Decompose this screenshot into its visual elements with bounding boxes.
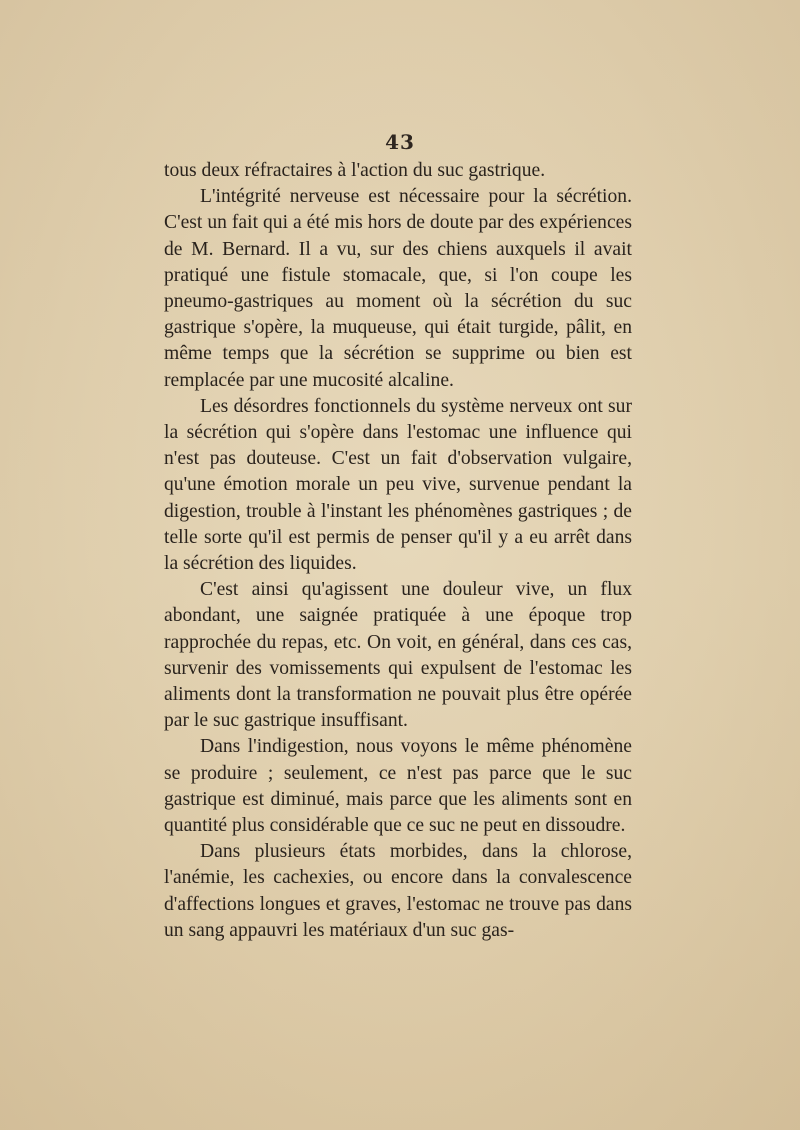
paragraph-4: C'est ainsi qu'agissent une douleur vive, un flux abondant, une saignée pratiquée à une époque trop rapprochée du repas, etc. On voit, en général, dans ces cas, survenir des vomissements qui expulsent de l'estomac les aliments dont la transformation ne pouvait plus être opérée par le suc gastrique insuffisant.	[164, 579, 632, 732]
paragraph-6: Dans plusieurs états morbides, dans la chlorose, l'anémie, les cachexies, ou encore dans la convalescence d'affections longues et graves, l'estomac ne trouve pas dans un sang appauvri les matériaux d'un suc gas-	[164, 841, 632, 941]
paragraph-3: Les désordres fonctionnels du système nerveux ont sur la sécrétion qui s'opère dans l'estomac une influence qui n'est pas douteuse. C'est un fait d'observation vulgaire, qu'une émotion morale un peu vive, survenue pendant la digestion, trouble à l'instant les phénomènes gastriques ; de telle sorte qu'il est permis de penser qu'il y a eu arrêt dans la sécrétion des liquides.	[164, 395, 632, 575]
page-number: 43	[385, 130, 415, 154]
paragraph-5: Dans l'indigestion, nous voyons le même phénomène se produire ; seulement, ce n'est pas parce que le suc gastrique est diminué, mais parce que les aliments sont en quantité plus considérable que ce suc ne peut en dissoudre.	[164, 736, 632, 837]
body-text	[164, 158, 632, 944]
paragraph-1: tous deux réfractaires à l'action du suc gastrique.	[164, 160, 546, 181]
paragraph-2: L'intégrité nerveuse est nécessaire pour la sécrétion. C'est un fait qui a été mis hors de doute par des expériences de M. Bernard. Il a vu, sur des chiens auxquels il avait pratiqué une fistule stomacale, que, si l'on coupe les pneumo-gastriques au moment où la sécrétion du suc gastrique s'opère, la muqueuse, qui était turgide, pâlit, en même temps que la sécrétion se supprime ou bien est remplacée par une mucosité alcaline.	[164, 186, 632, 391]
